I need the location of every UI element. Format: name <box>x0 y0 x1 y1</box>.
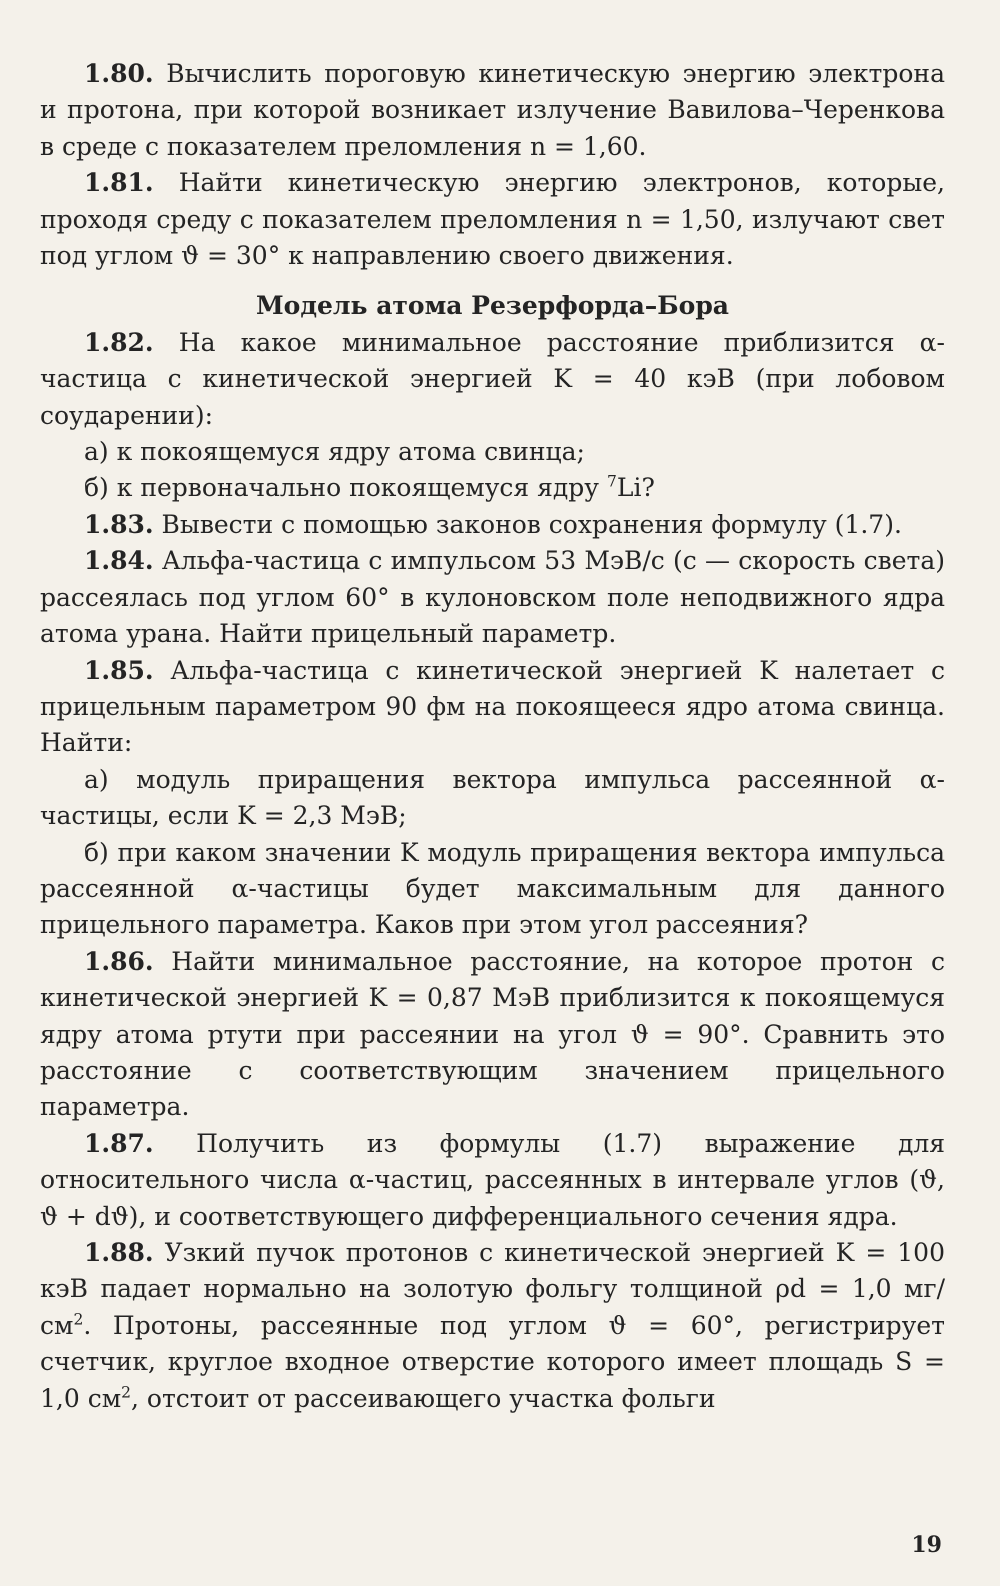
problem-text: Альфа-частица с кинетической энергией K налетает с прицельным параметром 90 фм на покоящееся ядро атома свинца. Найти: <box>40 655 945 758</box>
problem-1-82-b <box>40 470 945 506</box>
problem-1-80 <box>40 56 945 165</box>
subitem-text-end: Li? <box>616 473 655 503</box>
problem-text-cont: . Протоны, рассеянные под углом ϑ = 60°, регистрирует счетчик, круглое входное отверстие которого имеет площадь S = 1,0 см <box>40 1310 945 1413</box>
problem-text: Вычислить пороговую кинетическую энергию электрона и протона, при которой возникает излучение Вавилова–Черенкова в среде с показателем преломления n = 1,60. <box>40 59 946 161</box>
problem-number: 1.81. <box>84 168 154 198</box>
problem-number: 1.85. <box>84 655 154 685</box>
page-number: 19 <box>911 1532 942 1558</box>
problem-number: 1.86. <box>84 946 154 976</box>
problem-text-end: , отстоит от рассеивающего участка фольги <box>131 1383 716 1413</box>
problem-1-81 <box>40 165 945 274</box>
unit-exponent: 2 <box>73 1310 84 1329</box>
problem-text: Получить из формулы (1.7) выражение для относительного числа α-частиц, рассеянных в интервале углов (ϑ, ϑ + dϑ), и соответствующего дифференциального сечения ядра. <box>40 1128 945 1231</box>
problem-1-83 <box>40 507 945 543</box>
page-body <box>40 56 945 1417</box>
problem-number: 1.84. <box>84 546 154 576</box>
section-heading: Модель атома Резерфорда–Бора <box>255 291 730 321</box>
problem-text: На какое минимальное расстояние приблизится α-частица с кинетической энергией K = 40 кэВ (при лобовом соударении): <box>40 327 945 430</box>
problem-1-86 <box>40 944 945 1126</box>
problem-text: Узкий пучок протонов с кинетической энергией K = 100 кэВ падает нормально на золотую фольгу толщиной ρd = 1,0 мг/см <box>40 1238 945 1340</box>
problem-number: 1.80. <box>84 59 154 88</box>
problem-1-84 <box>40 543 945 652</box>
problem-text: Найти минимальное расстояние, на которое протон с кинетической энергией K = 0,87 МэВ приблизится к покоящемуся ядру атома ртути при рассеянии на угол ϑ = 90°. Сравнить это расстояние с соответствующим значением прицельного параметра. <box>40 946 945 1122</box>
problem-1-88 <box>40 1235 945 1417</box>
problem-text: Найти кинетическую энергию электронов, которые, проходя среду с показателем преломления n = 1,50, излучают свет под углом ϑ = 30° к направлению своего движения. <box>40 168 945 271</box>
problem-1-82 <box>40 325 945 434</box>
problem-number: 1.88. <box>84 1238 154 1267</box>
unit-exponent: 2 <box>121 1383 132 1402</box>
isotope-mass-number: 7 <box>606 473 617 492</box>
problem-number: 1.83. <box>84 509 154 539</box>
problem-1-85-a: а) модуль приращения вектора импульса рассеянной α-частицы, если K = 2,3 МэВ; <box>40 764 945 831</box>
problem-number: 1.87. <box>84 1128 154 1158</box>
problem-text: Вывести с помощью законов сохранения формулу (1.7). <box>161 509 902 539</box>
problem-text: Альфа-частица с импульсом 53 МэВ/c (c — скорость света) рассеялась под углом 60° в кулоновском поле неподвижного ядра атома урана. Найти прицельный параметр. <box>40 546 945 649</box>
problem-1-85-b: б) при каком значении K модуль приращения вектора импульса рассеянной α-частицы будет максимальным для данного прицельного параметра. Каков при этом угол рассеяния? <box>40 837 945 940</box>
problem-1-85 <box>40 653 945 762</box>
problem-1-82-a: а) к покоящемуся ядру атома свинца; <box>84 437 585 467</box>
subitem-text: б) к первоначально покоящемуся ядру <box>84 473 607 503</box>
problem-1-87 <box>40 1126 945 1235</box>
problem-number: 1.82. <box>84 327 154 357</box>
